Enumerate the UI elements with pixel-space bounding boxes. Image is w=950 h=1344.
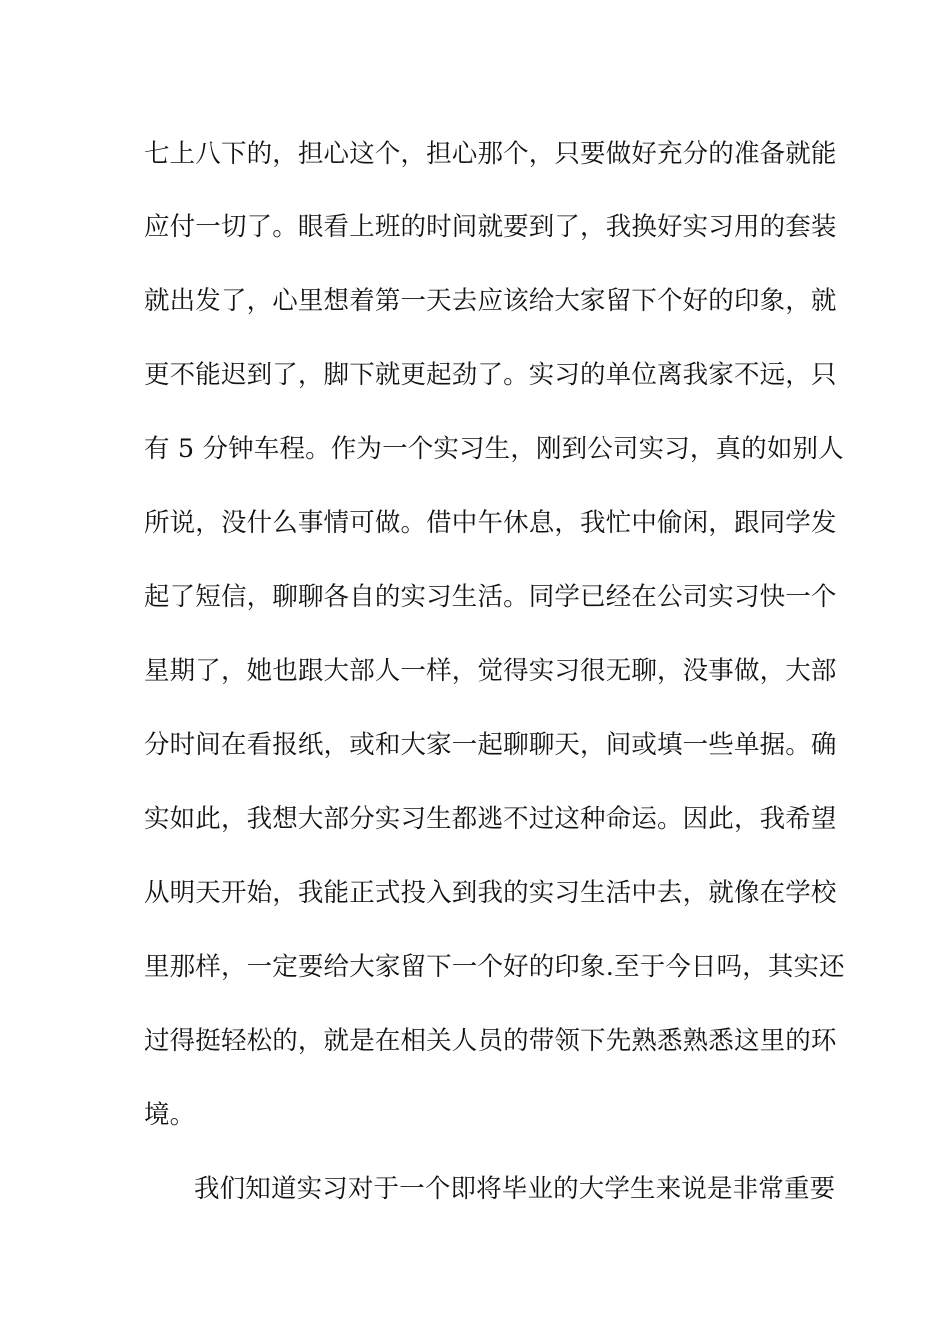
text-line: 所说，没什么事情可做。借中午休息，我忙中偷闲，跟同学发 [144, 508, 837, 538]
paragraph-first-line: 我们知道实习对于一个即将毕业的大学生来说是非常重要 [194, 1174, 836, 1204]
text-line: 就出发了，心里想着第一天去应该给大家留下个好的印象，就 [144, 286, 837, 316]
text-line: 过得挺轻松的，就是在相关人员的带领下先熟悉熟悉这里的环 [144, 1026, 837, 1056]
text-line: 从明天开始，我能正式投入到我的实习生活中去，就像在学校 [144, 878, 837, 908]
text-line: 分时间在看报纸，或和大家一起聊聊天，间或填一些单据。确 [144, 730, 837, 760]
text-line: 应付一切了。眼看上班的时间就要到了，我换好实习用的套装 [144, 212, 837, 242]
text-line: 境。 [144, 1100, 196, 1130]
text-line: 里那样，一定要给大家留下一个好的印象.至于今日吗，其实还 [144, 952, 845, 982]
text-line: 星期了，她也跟大部人一样，觉得实习很无聊，没事做，大部 [144, 656, 837, 686]
text-line: 更不能迟到了，脚下就更起劲了。实习的单位离我家不远，只 [144, 360, 837, 390]
text-line: 有 5 分钟车程。作为一个实习生，刚到公司实习，真的如别人 [144, 434, 844, 464]
text-line: 起了短信，聊聊各自的实习生活。同学已经在公司实习快一个 [144, 582, 837, 612]
text-line: 七上八下的，担心这个，担心那个，只要做好充分的准备就能 [144, 139, 837, 169]
text-line: 实如此，我想大部分实习生都逃不过这种命运。因此，我希望 [144, 804, 837, 834]
